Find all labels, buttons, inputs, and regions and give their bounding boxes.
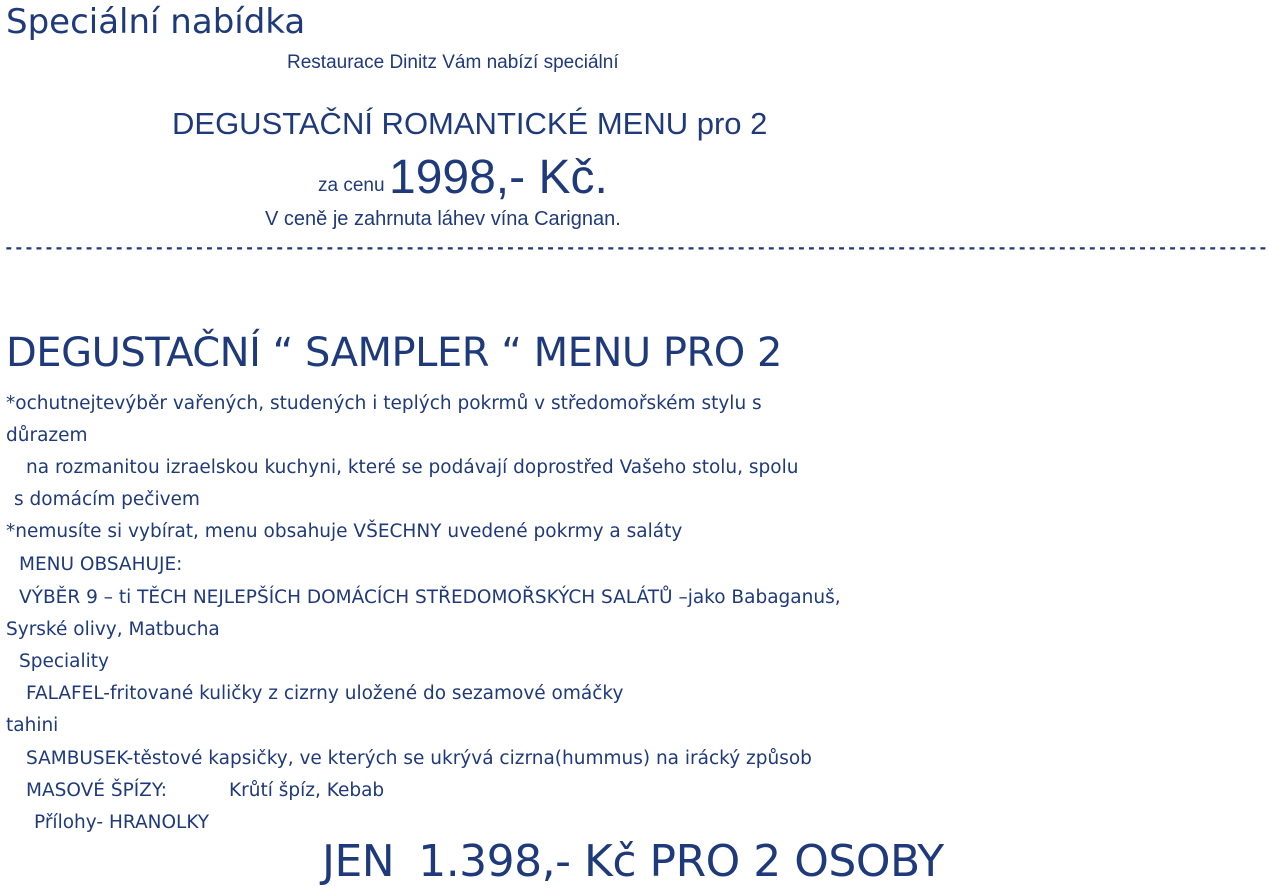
sampler-line: VÝBĚR 9 – ti TĚCH NEJLEPŠÍCH DOMÁCÍCH STŘEDOMOŘSKÝCH SALÁTŮ –jako Babaganuš, xyxy=(19,587,841,608)
price-prefix: za cenu xyxy=(318,175,385,196)
sampler-line: MENU OBSAHUJE: xyxy=(19,554,183,575)
romantic-menu-price-line xyxy=(318,150,608,205)
sampler-line: MASOVÉ ŠPÍZY: xyxy=(26,780,167,801)
final-price: 1.398,- Kč PRO 2 OSOBY xyxy=(418,836,944,887)
sampler-menu-heading: DEGUSTAČNÍ “ SAMPLER “ MENU PRO 2 xyxy=(6,330,782,376)
sampler-line: tahini xyxy=(6,715,59,736)
sampler-line: FALAFEL-fritované kuličky z cizrny uložené do sezamové omáčky xyxy=(26,683,624,704)
sampler-line: Krůtí špíz, Kebab xyxy=(229,780,385,801)
sampler-line: Speciality xyxy=(19,651,109,672)
sampler-line: na rozmanitou izraelskou kuchyni, které se podávají doprostřed Vašeho stolu, spolu xyxy=(26,457,799,478)
intro-text: Restaurace Dinitz Vám nabízí speciální xyxy=(287,52,619,73)
sampler-line: *nemusíte si vybírat, menu obsahuje VŠECHNY uvedené pokrmy a saláty xyxy=(6,521,683,542)
sampler-line: *ochutnejtevýběr vařených, studených i teplých pokrmů v středomořském stylu s xyxy=(6,393,762,414)
sampler-line: s domácím pečivem xyxy=(14,489,200,510)
page-title: Speciální nabídka xyxy=(6,2,306,42)
romantic-menu-heading: DEGUSTAČNÍ ROMANTICKÉ MENU pro 2 xyxy=(172,106,768,141)
sampler-line: Přílohy- HRANOLKY xyxy=(34,812,210,833)
sampler-line: důrazem xyxy=(6,425,88,446)
final-price-label: JEN xyxy=(322,836,395,887)
romantic-menu-price: 1998,- Kč. xyxy=(389,151,608,204)
wine-note: V ceně je zahrnuta láhev vína Carignan. xyxy=(265,208,621,230)
separator-line: ------------------------------------------------------------------------------------------------------------------------------ xyxy=(4,238,1268,257)
final-price-line xyxy=(322,836,944,887)
sampler-line: SAMBUSEK-těstové kapsičky, ve kterých se ukrývá cizrna(hummus) na irácký způsob xyxy=(26,748,812,769)
sampler-line: Syrské olivy, Matbucha xyxy=(6,619,220,640)
